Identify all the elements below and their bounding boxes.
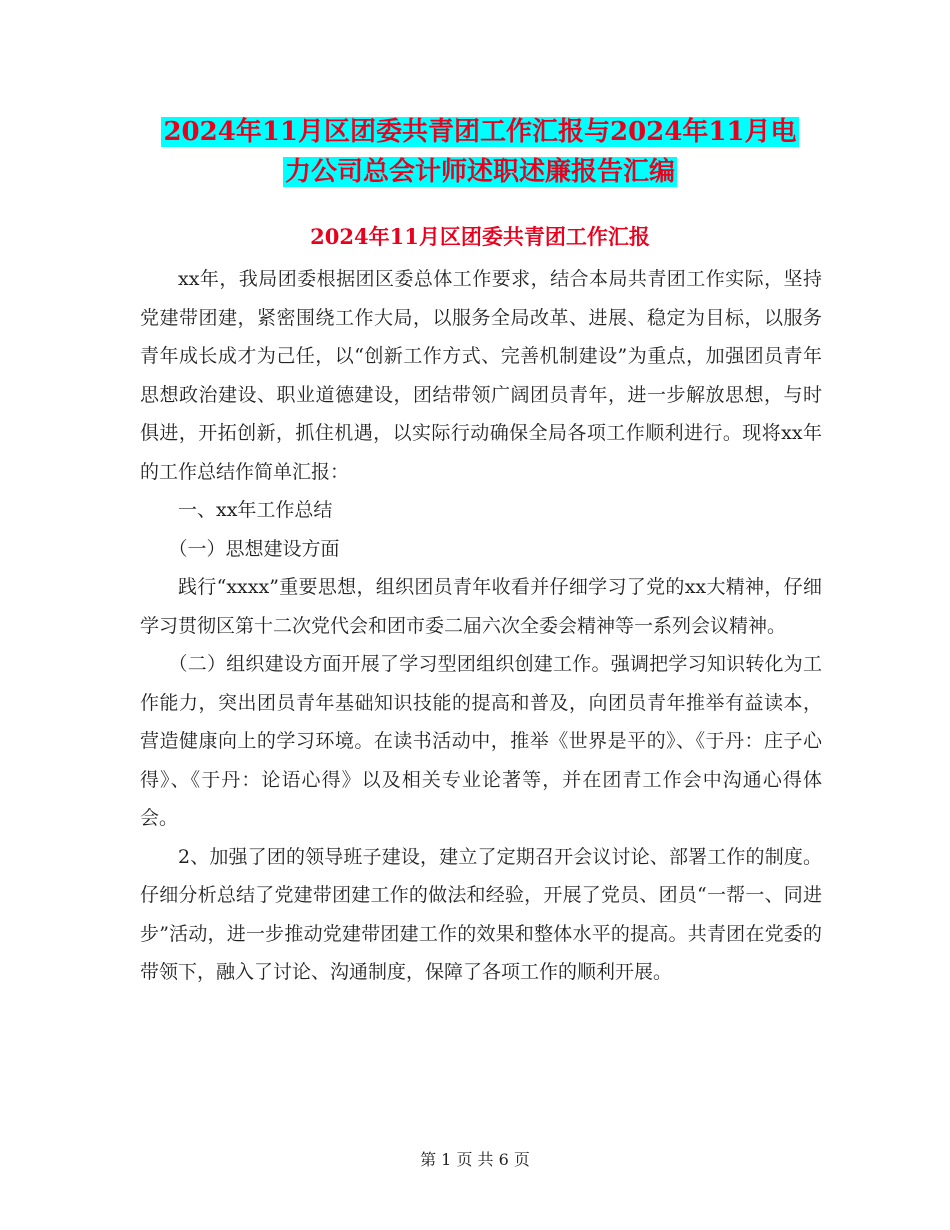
body-paragraph-intro: xx年，我局团委根据团区委总体工作要求，结合本局共青团工作实际，坚持党建带团建，紧密围绕工作大局，以服务全局改革、进展、稳定为目标，以服务青年成长成才为己任，以“创新工作方式、完善机制建设”为重点，加强团员青年思想政治建设、职业道德建设，团结带领广阔团员青年，进一步解放思想，与时俱进，开拓创新，抓住机遇，以实际行动确保全局各项工作顺利进行。现将xx年的工作总结作简单汇报： — [140, 268, 822, 483]
document-title-line-2: 力公司总会计师述职述廉报告汇编 — [284, 157, 675, 187]
document-title — [140, 112, 820, 192]
body-subheading-ideology: （一）思想建设方面 — [168, 537, 340, 560]
body-paragraph-organization: （二）组织建设方面开展了学习型团组织创建工作。强调把学习知识转化为工作能力，突出团员青年基础知识技能的提高和普及，向团员青年推举有益读本，营造健康向上的学习环境。在读书活动中，推举《世界是平的》、《于丹：庄子心得》、《于丹：论语心得》以及相关专业论著等，并在团青工作会中沟通心得体会。 — [140, 653, 822, 829]
section-title: 2024年11月区团委共青团工作汇报 — [310, 224, 650, 249]
page-footer: 第 1 页 共 6 页 — [420, 1150, 530, 1169]
document-body — [140, 260, 822, 992]
body-paragraph-ideology: 践行“xxxx”重要思想，组织团员青年收看并仔细学习了党的xx大精神，仔细学习贯彻区第十二次党代会和团市委二届六次全委会精神等一系列会议精神。 — [140, 576, 822, 637]
body-heading-summary: 一、xx年工作总结 — [178, 499, 333, 521]
body-paragraph-leadership: 2、加强了团的领导班子建设，建立了定期召开会议讨论、部署工作的制度。仔细分析总结了党建带团建工作的做法和经验，开展了党员、团员“一帮一、同进步”活动，进一步推动党建带团建工作的效果和整体水平的提高。共青团在党委的带领下，融入了讨论、沟通制度，保障了各项工作的顺利开展。 — [140, 845, 822, 983]
document-title-line-1: 2024年11月区团委共青团工作汇报与2024年11月电 — [163, 117, 797, 147]
